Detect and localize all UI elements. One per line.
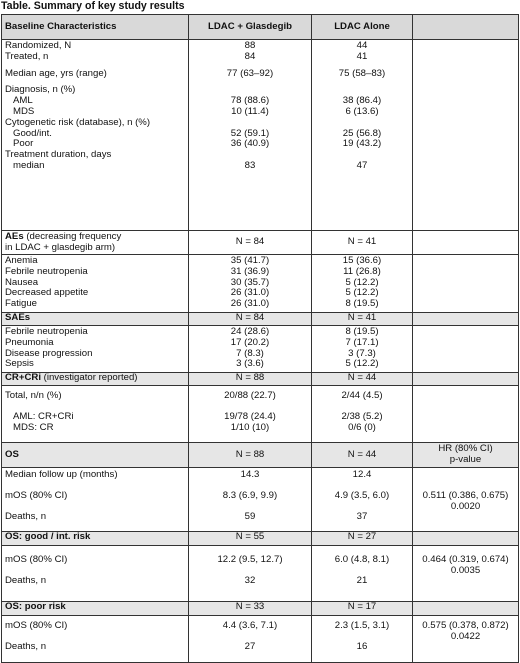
os-good-labels [2, 546, 189, 602]
p-value: 0.0422 [450, 630, 481, 642]
ae-value: 26 (31.0) [230, 287, 270, 299]
aml-crcri-value: 19/78 (24.4) [224, 410, 276, 422]
os-hr [413, 468, 519, 532]
aes-label-bold: AEs [5, 230, 24, 242]
aes-label-rest: (decreasing frequency [23, 230, 122, 242]
aes-n-ldac-alone: N = 41 [312, 231, 413, 255]
baseline-labels [2, 40, 189, 231]
header-blank [413, 15, 519, 40]
aml-crcri-label: AML: CR+CRi [13, 410, 74, 422]
good-int-value: 25 (56.8) [342, 127, 382, 139]
deaths-value: 27 [244, 640, 256, 652]
treated-value: 41 [356, 50, 368, 62]
mos-value: 6.0 (4.8, 8.1) [334, 554, 390, 565]
ae-label: Decreased appetite [5, 287, 89, 299]
header-ldac-glasdegib: LDAC + Glasdegib [189, 15, 312, 40]
total-value: 2/44 (4.5) [341, 390, 383, 401]
saes-body [2, 326, 519, 373]
crcri-header-row [2, 373, 519, 386]
aes-header-row [2, 231, 519, 255]
results-table [1, 14, 519, 663]
mds-cr-value: 1/10 (10) [230, 421, 270, 433]
sae-value: 5 (12.2) [345, 358, 379, 370]
crcri-ldac-alone [312, 386, 413, 443]
os-poor-body [2, 616, 519, 663]
followup-value: 12.4 [352, 469, 372, 480]
aes-ldac-glasdegib [189, 255, 312, 313]
ae-value: 15 (36.6) [342, 255, 382, 266]
randomized-value: 44 [356, 40, 368, 51]
mos-label: mOS (80% CI) [5, 554, 68, 565]
deaths-value: 21 [356, 574, 368, 586]
mos-label: mOS (80% CI) [5, 489, 68, 501]
treatment-duration-label: Treatment duration, days [5, 149, 112, 161]
header-ldac-alone: LDAC Alone [312, 15, 413, 40]
saes-ldac-alone [312, 326, 413, 373]
aes-ldac-alone [312, 255, 413, 313]
os-poor-labels [2, 616, 189, 663]
os-good-label: OS: good / int. risk [2, 532, 189, 546]
ae-value: 26 (31.0) [230, 298, 270, 310]
ae-label: Anemia [5, 255, 38, 266]
sae-value: 3 (7.3) [348, 347, 376, 359]
ae-value: 31 (36.9) [230, 265, 270, 277]
sae-label: Febrile neutropenia [5, 326, 88, 337]
os-good-body [2, 546, 519, 602]
sae-label: Pneumonia [5, 336, 54, 348]
deaths-value: 59 [244, 510, 256, 522]
ae-label: Febrile neutropenia [5, 265, 88, 277]
crcri-label [2, 373, 189, 386]
sae-value: 7 (8.3) [236, 347, 264, 359]
aes-body [2, 255, 519, 313]
sae-value: 17 (20.2) [230, 336, 270, 348]
sae-label: Disease progression [5, 347, 93, 359]
os-good-ldac-alone [312, 546, 413, 602]
mos-value: 2.3 (1.5, 3.1) [334, 620, 390, 631]
table-title: Table. Summary of key study results [1, 0, 185, 12]
sae-value: 7 (17.1) [345, 336, 379, 348]
os-poor-hr [413, 616, 519, 663]
os-poor-label: OS: poor risk [2, 602, 189, 616]
hr-value: 0.464 (0.319, 0.674) [422, 554, 509, 565]
followup-value: 14.3 [240, 469, 260, 480]
sae-label: Sepsis [5, 358, 34, 370]
age-value: 77 (63–92) [226, 67, 274, 79]
mds-cr-value: 0/6 (0) [348, 421, 376, 433]
ae-value: 8 (19.5) [345, 298, 379, 310]
os-poor-header-row [2, 602, 519, 616]
mds-label: MDS [13, 105, 35, 117]
os-header-row [2, 443, 519, 468]
baseline-section [2, 40, 519, 231]
mds-value: 10 (11.4) [231, 105, 269, 117]
os-good-n-ldac-alone: N = 27 [312, 532, 413, 546]
sae-value: 24 (28.6) [230, 326, 270, 337]
crcri-n-ldac-glasdegib: N = 88 [189, 373, 312, 386]
mos-value: 12.2 (9.5, 12.7) [217, 554, 283, 565]
os-n-ldac-alone: N = 44 [312, 443, 413, 468]
os-ldac-glasdegib [189, 468, 312, 532]
crcri-labels [2, 386, 189, 443]
randomized-value: 88 [244, 40, 256, 51]
good-int-value: 52 (59.1) [230, 127, 270, 139]
crcri-label-rest: (investigator reported) [40, 372, 138, 383]
ae-label: Fatigue [5, 298, 37, 310]
treated-value: 84 [244, 50, 256, 62]
os-good-n-ldac-glasdegib: N = 55 [189, 532, 312, 546]
poor-value: 36 (40.9) [230, 138, 270, 150]
os-n-ldac-glasdegib: N = 88 [189, 443, 312, 468]
baseline-blank [413, 40, 519, 231]
aes-label [2, 231, 189, 255]
deaths-label: Deaths, n [5, 574, 47, 586]
mos-value: 8.3 (6.9, 9.9) [222, 489, 278, 501]
baseline-ldac-glasdegib [189, 40, 312, 231]
ae-value: 11 (26.8) [343, 265, 381, 277]
ae-value: 5 (12.2) [345, 287, 379, 299]
os-good-hr [413, 546, 519, 602]
saes-n-ldac-alone: N = 41 [312, 313, 413, 326]
deaths-value: 37 [356, 510, 368, 522]
p-value: 0.0035 [450, 564, 481, 576]
hr-value: 0.511 (0.386, 0.675) [422, 489, 509, 501]
median-value: 83 [244, 159, 256, 171]
good-int-label: Good/int. [13, 127, 52, 139]
age-label: Median age, yrs (range) [5, 67, 107, 79]
median-value: 47 [356, 159, 368, 171]
total-label: Total, n/n (%) [5, 390, 62, 401]
os-labels [2, 468, 189, 532]
ae-value: 5 (12.2) [345, 276, 379, 288]
followup-label: Median follow up (months) [5, 469, 118, 480]
median-label: median [13, 159, 45, 171]
os-ldac-alone [312, 468, 413, 532]
crcri-ldac-glasdegib [189, 386, 312, 443]
crcri-body [2, 386, 519, 443]
os-poor-n-ldac-glasdegib: N = 33 [189, 602, 312, 616]
saes-labels [2, 326, 189, 373]
os-body [2, 468, 519, 532]
mds-value: 6 (13.6) [345, 105, 379, 117]
os-good-ldac-glasdegib [189, 546, 312, 602]
mos-value: 4.9 (3.5, 6.0) [334, 489, 390, 501]
poor-label: Poor [13, 138, 34, 150]
p-value-label: p-value [449, 454, 482, 465]
os-label: OS [2, 443, 189, 468]
diagnosis-label: Diagnosis, n (%) [5, 84, 76, 96]
saes-label: SAEs [2, 313, 189, 326]
baseline-ldac-alone [312, 40, 413, 231]
age-value: 75 (58–83) [338, 67, 386, 79]
deaths-value: 16 [356, 640, 368, 652]
sae-value: 8 (19.5) [345, 326, 379, 337]
mds-cr-label: MDS: CR [13, 421, 54, 433]
mos-value: 4.4 (3.6, 7.1) [222, 620, 278, 631]
saes-ldac-glasdegib [189, 326, 312, 373]
header-baseline-characteristics: Baseline Characteristics [2, 15, 189, 40]
cytogenetic-label: Cytogenetic risk (database), n (%) [5, 116, 151, 128]
deaths-value: 32 [244, 574, 256, 586]
aes-labels [2, 255, 189, 313]
total-value: 20/88 (22.7) [224, 390, 276, 401]
aml-crcri-value: 2/38 (5.2) [341, 410, 383, 422]
ae-value: 35 (41.7) [230, 255, 270, 266]
aml-label: AML [13, 95, 33, 107]
saes-header-row [2, 313, 519, 326]
os-poor-ldac-glasdegib [189, 616, 312, 663]
randomized-label: Randomized, N [5, 40, 72, 51]
sae-value: 3 (3.6) [236, 358, 264, 370]
crcri-n-ldac-alone: N = 44 [312, 373, 413, 386]
p-value: 0.0020 [450, 500, 481, 512]
header-row [2, 15, 519, 40]
os-poor-ldac-alone [312, 616, 413, 663]
ae-value: 30 (35.7) [230, 276, 270, 288]
aml-value: 38 (86.4) [342, 95, 382, 107]
treated-label: Treated, n [5, 50, 49, 62]
os-poor-n-ldac-alone: N = 17 [312, 602, 413, 616]
crcri-label-bold: CR+CRi [5, 372, 41, 383]
mos-label: mOS (80% CI) [5, 620, 68, 631]
ae-label: Nausea [5, 276, 39, 288]
hr-header [413, 443, 519, 468]
aes-n-ldac-glasdegib: N = 84 [189, 231, 312, 255]
deaths-label: Deaths, n [5, 510, 47, 522]
aml-value: 78 (88.6) [230, 95, 270, 107]
os-good-header-row [2, 532, 519, 546]
saes-n-ldac-glasdegib: N = 84 [189, 313, 312, 326]
deaths-label: Deaths, n [5, 640, 47, 652]
aes-label-line2: in LDAC + glasdegib arm) [5, 241, 116, 253]
hr-value: 0.575 (0.378, 0.872) [422, 620, 509, 631]
poor-value: 19 (43.2) [342, 138, 382, 150]
hr-label: HR (80% CI) [438, 443, 493, 455]
